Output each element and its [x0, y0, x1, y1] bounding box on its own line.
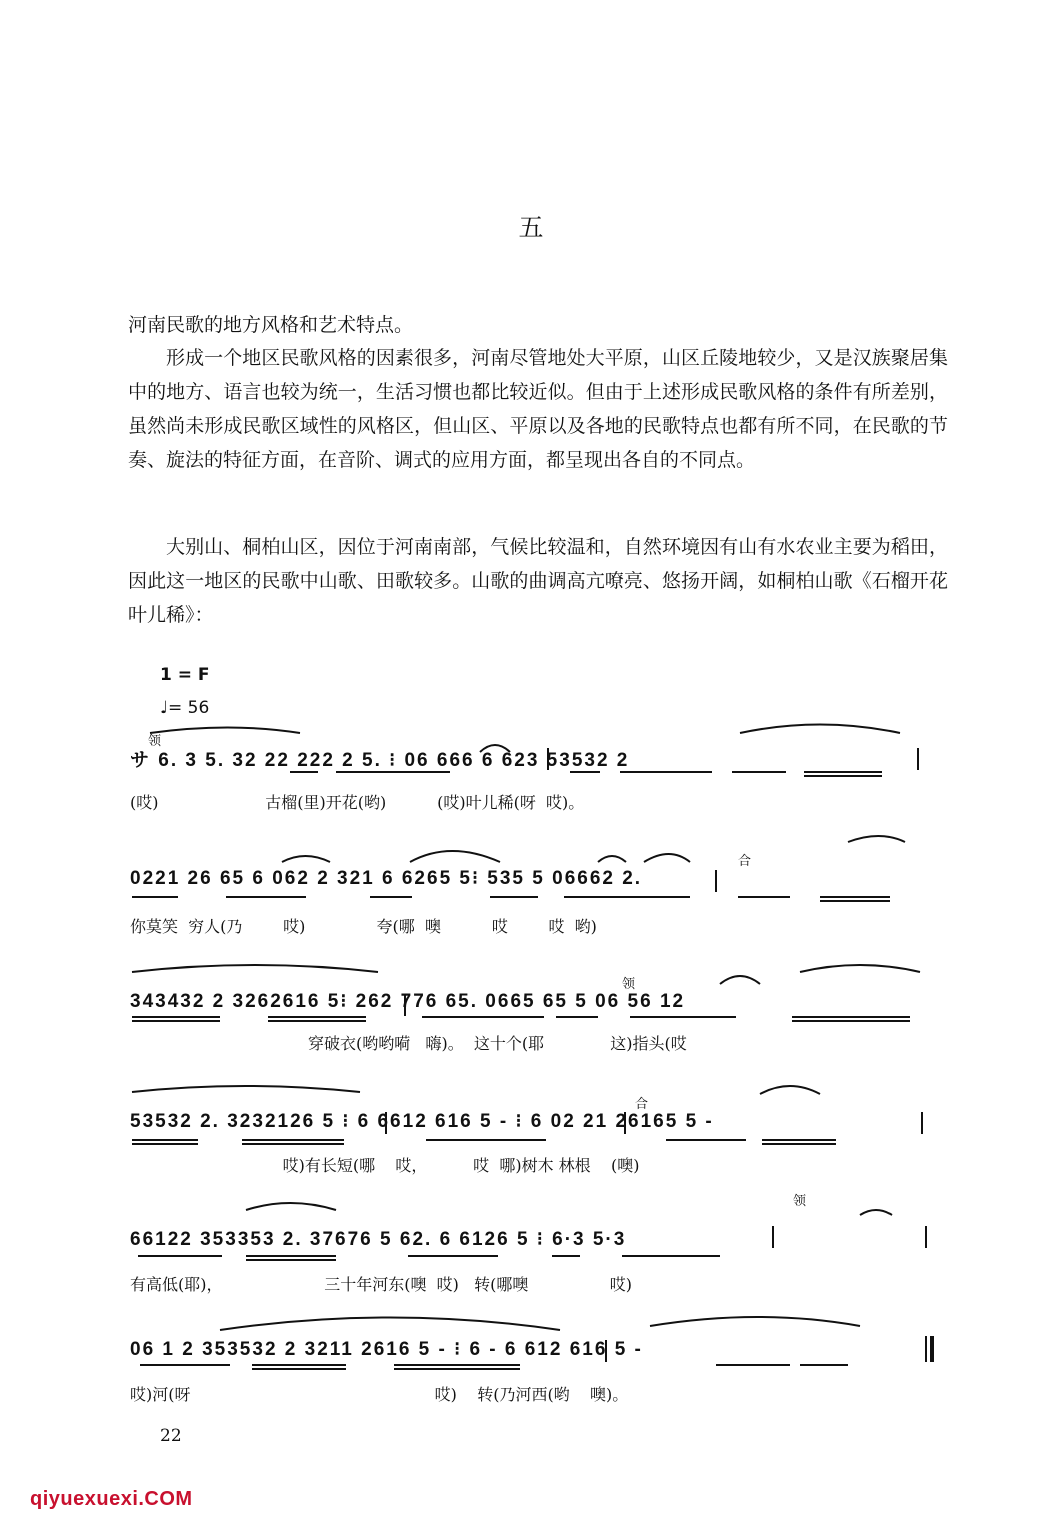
score-row-6-lyrics: 哎)河(呀 哎) 转(乃河西(哟 噢)。	[130, 1385, 629, 1404]
lead-mark: 领	[148, 734, 162, 749]
score-row-1-lyrics: (哎) 古榴(里)开花(哟) (哎)叶儿稀(呀 哎)。	[130, 793, 585, 812]
score-row-1-notes: サ 6. 3 5. 32 22 222 2 5. ⁝ 06 666 6 623 53532 2	[130, 750, 630, 771]
chorus-mark: 合	[738, 854, 752, 869]
score-row-3-lyrics: 穿破衣(哟哟嗬 嗨)。 这十个(耶 这)指头(哎	[130, 1034, 687, 1053]
key-signature: 1 = F	[160, 665, 210, 685]
page-number: 22	[160, 1426, 182, 1446]
chorus-mark: 合	[635, 1097, 649, 1112]
score-row-4-notes: 53532 2. 3232126 5 ⁝ 6 6612 616 5 - ⁝ 6 02 21 26165 5 -	[130, 1111, 714, 1132]
score-row-5-lyrics: 有高低(耶)， 三十年河东(噢 哎) 转(哪噢 哎)	[130, 1275, 632, 1294]
score-row-4-lyrics: 哎)有长短(哪 哎， 哎 哪)树木 林根 (噢)	[130, 1156, 640, 1175]
score-row-3-notes: 343432 2 3262616 5⁝ 262 776 65. 0665 65 5 06 56 12	[130, 991, 686, 1012]
section-heading: 五	[518, 213, 544, 242]
watermark-logo: qiyuexuexi.COM	[30, 1488, 193, 1510]
score-row-2-notes: 0221 26 65 6 062 2 321 6 6265 5⁝ 535 5 06662 2.	[130, 868, 643, 889]
score-row-6-notes: 06 1 2 353532 2 3211 2616 5 - ⁝ 6 - 6 612 616 5 -	[130, 1339, 643, 1360]
tempo-marking: ♩= 56	[160, 698, 210, 718]
lead-mark: 领	[793, 1194, 807, 1209]
paragraph-body-2: 大别山、桐柏山区，因位于河南南部，气候比较温和，自然环境因有山有水农业主要为稻田，因此这一地区的民歌中山歌、田歌较多。山歌的曲调高亢嘹亮、悠扬开阔，如桐柏山歌《石榴开花叶儿稀》：	[128, 536, 948, 626]
score-row-2-lyrics: 你莫笑 穷人(乃 哎) 夸(哪 噢 哎 哎 哟)	[130, 917, 597, 936]
paragraph-intro: 河南民歌的地方风格和艺术特点。	[128, 314, 414, 336]
score-row-5-notes: 66122 353353 2. 37676 5 62. 6 6126 5 ⁝ 6·3 5·3	[130, 1229, 627, 1250]
lead-mark: 领	[622, 977, 636, 992]
paragraph-body-1: 形成一个地区民歌风格的因素很多，河南尽管地处大平原，山区丘陵地较少，又是汉族聚居集中的地方、语言也较为统一，生活习惯也都比较近似。但由于上述形成民歌风格的条件有所差别，虽然尚未形成民歌区域性的风格区，但山区、平原以及各地的民歌特点也都有所不同，在民歌的节奏、旋法的特征方面，在音阶、调式的应用方面，都呈现出各自的不同点。	[128, 347, 948, 471]
